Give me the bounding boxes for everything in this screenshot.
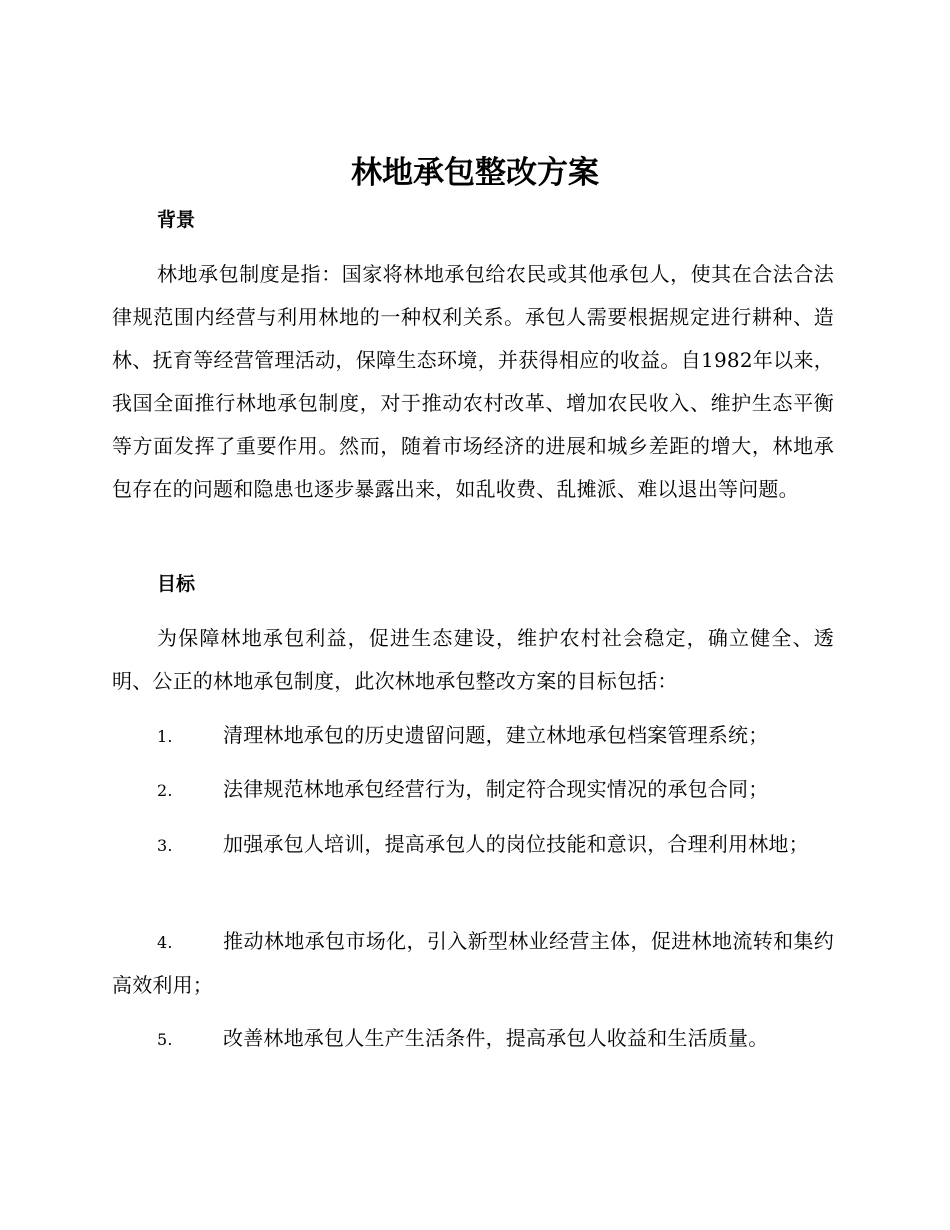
goal-list-item	[112, 920, 834, 1007]
list-number: 2.	[157, 781, 173, 800]
list-text: 法律规范林地承包经营行为，制定符合现实情况的承包合同；	[223, 777, 769, 801]
list-text: 加强承包人培训，提高承包人的岗位技能和意识，合理利用林地；	[223, 832, 809, 856]
section-heading-background: 背景	[157, 209, 196, 231]
goal-list-item	[112, 714, 834, 758]
document-title: 林地承包整改方案	[351, 155, 599, 191]
goal-list-item	[112, 768, 834, 812]
list-number: 4.	[157, 933, 173, 952]
list-text: 推动林地承包市场化，引入新型林业经营主体，促进林地流转和集约高效利用；	[112, 929, 834, 997]
section-heading-goals: 目标	[157, 573, 196, 595]
list-text: 清理林地承包的历史遗留问题，建立林地承包档案管理系统；	[223, 723, 769, 747]
list-number: 1.	[157, 727, 173, 746]
background-paragraph: 林地承包制度是指：国家将林地承包给农民或其他承包人，使其在合法合法律规范围内经营与利用林地的一种权利关系。承包人需要根据规定进行耕种、造林、抚育等经营管理活动，保障生态环境，并获得相应的收益。自1982年以来，我国全面推行林地承包制度，对于推动农村改革、增加农民收入、维护生态平衡等方面发挥了重要作用。然而，随着市场经济的进展和城乡差距的增大，林地承包存在的问题和隐患也逐步暴露出来，如乱收费、乱摊派、难以退出等问题。	[112, 262, 834, 501]
list-number: 5.	[157, 1030, 173, 1049]
list-text: 改善林地承包人生产生活条件，提高承包人收益和生活质量。	[223, 1026, 769, 1050]
goal-list-item	[112, 823, 834, 867]
goal-list-item	[112, 1017, 834, 1061]
list-number: 3.	[157, 836, 173, 855]
goals-intro-paragraph: 为保障林地承包利益，促进生态建设，维护农村社会稳定，确立健全、透明、公正的林地承包制度，此次林地承包整改方案的目标包括：	[112, 626, 834, 693]
